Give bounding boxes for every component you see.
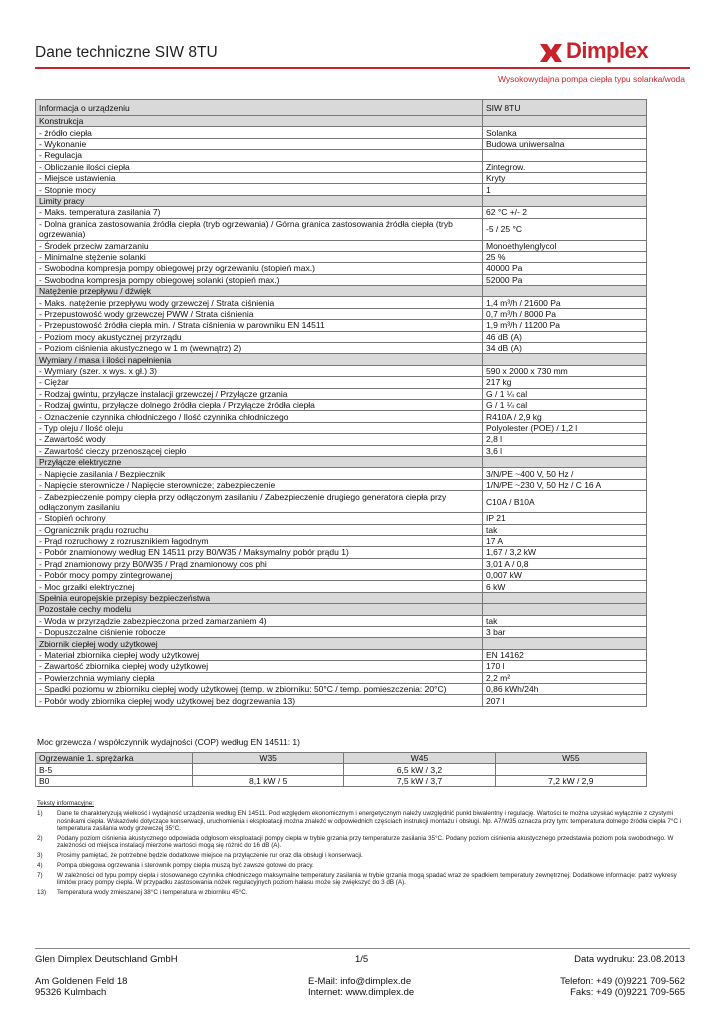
spec-row — [36, 547, 647, 558]
spec-value: 0,7 m³/h / 8000 Pa — [483, 308, 647, 319]
note-item — [37, 872, 687, 887]
spec-row — [36, 308, 647, 319]
notes — [37, 800, 687, 899]
spec-label: - Pobór mocy pompy zintegrowanej — [36, 570, 483, 581]
spec-row — [36, 218, 647, 240]
spec-row — [36, 558, 647, 569]
note-text: Temperatura wody zmieszanej 38°C i temperatura w zbiorniku 45°C. — [57, 888, 248, 896]
spec-value: 6 kW — [483, 581, 647, 592]
spec-row — [36, 468, 647, 479]
spec-value: 1,4 m³/h / 21600 Pa — [483, 297, 647, 308]
spec-value: Zintegrow. — [483, 161, 647, 172]
note-text: Prosimy pamiętać, że potrzebne będzie dodatkowe miejsce na przyłączenie rur oraz dla obsługi i konserwacji. — [57, 851, 363, 859]
footer-address-2: 95326 Kulmbach — [35, 987, 107, 998]
spec-row — [36, 422, 647, 433]
spec-label: - Minimalne stężenie solanki — [36, 251, 483, 262]
spec-label: - Materiał zbiornika ciepłej wody użytkowej — [36, 649, 483, 660]
spec-label: - Zawartość wody — [36, 434, 483, 445]
spec-row — [36, 365, 647, 376]
note-item — [37, 852, 687, 859]
spec-value: Monoethylenglycol — [483, 240, 647, 251]
cop-table — [35, 752, 647, 787]
note-item — [37, 889, 687, 896]
spec-value: 207 l — [483, 695, 647, 706]
spec-value: 34 dB (A) — [483, 343, 647, 354]
spec-section-row — [36, 354, 647, 365]
cop-row — [36, 764, 647, 775]
spec-row — [36, 411, 647, 422]
spec-label: - Rodzaj gwintu, przyłącze instalacji grzewczej / Przyłącze grzania — [36, 388, 483, 399]
spec-row — [36, 138, 647, 149]
section-label: Konstrukcja — [36, 116, 483, 127]
spec-row — [36, 150, 647, 161]
spec-value: EN 14162 — [483, 649, 647, 660]
spec-label: - Swobodna kompresja pompy obiegowej solanki (stopień max.) — [36, 274, 483, 285]
spec-label: - Zawartość cieczy przenoszącej ciepło — [36, 445, 483, 456]
spec-value: 3 bar — [483, 627, 647, 638]
section-label: Limity pracy — [36, 195, 483, 206]
spec-section-row — [36, 116, 647, 127]
spec-label: - Regulacja — [36, 150, 483, 161]
spec-label: - Ciężar — [36, 377, 483, 388]
section-value — [483, 354, 647, 365]
spec-value: 590 x 2000 x 730 mm — [483, 365, 647, 376]
note-number: 4) — [37, 861, 43, 869]
spec-table — [35, 99, 647, 707]
spec-value: tak — [483, 524, 647, 535]
spec-label: - Pobór znamionowy według EN 14511 przy B0/W35 / Maksymalny pobór prądu 1) — [36, 547, 483, 558]
spec-row — [36, 320, 647, 331]
spec-value: 0,007 kW — [483, 570, 647, 581]
spec-value: Budowa uniwersalna — [483, 138, 647, 149]
spec-row — [36, 570, 647, 581]
spec-row — [36, 672, 647, 683]
note-text: Podany poziom ciśnienia akustycznego odpowiada odgłosom eksploatacji pompy ciepła w trybie grzania przy temperaturze zasilania 35°C. Podany poziom ciśnienia akustycznego przedstawia poziom pola swobodnego. W zależności od miejsca instalacji mierzone wartości mogą się różnić do 16 dB (A). — [57, 834, 674, 850]
spec-value: tak — [483, 615, 647, 626]
spec-row — [36, 524, 647, 535]
spec-value: 0,86 kWh/24h — [483, 683, 647, 694]
note-item — [37, 835, 687, 850]
spec-label: - Pobór wody zbiornika ciepłej wody użytkowej bez dogrzewania 13) — [36, 695, 483, 706]
spec-value: Kryty — [483, 172, 647, 183]
spec-row — [36, 161, 647, 172]
footer-page-number: 1/5 — [355, 954, 369, 965]
spec-value: 2,2 m² — [483, 672, 647, 683]
footer-internet[interactable]: Internet: www.dimplex.de — [308, 987, 415, 998]
spec-value: 3/N/PE ~400 V, 50 Hz / — [483, 468, 647, 479]
spec-row — [36, 491, 647, 513]
spec-value: 17 A — [483, 535, 647, 546]
spec-label: - Typ oleju / Ilość oleju — [36, 422, 483, 433]
spec-label: - Maks. temperatura zasilania 7) — [36, 207, 483, 218]
spec-row — [36, 581, 647, 592]
section-label: Wymiary / masa i ilości napełnienia — [36, 354, 483, 365]
spec-table-header — [36, 100, 647, 116]
spec-row — [36, 297, 647, 308]
section-value — [483, 195, 647, 206]
spec-section-row — [36, 195, 647, 206]
dimplex-logo — [538, 38, 688, 68]
spec-label: - Przepustowość źródła ciepła min. / Strata ciśnienia w parowniku EN 14511 — [36, 320, 483, 331]
spec-value: 3,01 A / 0,8 — [483, 558, 647, 569]
spec-value — [483, 150, 647, 161]
spec-row — [36, 399, 647, 410]
spec-row — [36, 388, 647, 399]
cop-cell: 7,5 kW / 3,7 — [344, 775, 495, 786]
spec-value: 217 kg — [483, 377, 647, 388]
spec-row — [36, 661, 647, 672]
spec-row — [36, 535, 647, 546]
spec-section-row — [36, 592, 647, 603]
spec-label: - Napięcie sterownicze / Napięcie sterownicze; zabezpieczenie — [36, 479, 483, 490]
section-value — [483, 638, 647, 649]
note-number: 1) — [37, 810, 43, 818]
spec-label: - Przepustowość wody grzewczej PWW / Strata ciśnienia — [36, 308, 483, 319]
spec-row — [36, 513, 647, 524]
spec-value: 1,67 / 3,2 kW — [483, 547, 647, 558]
cop-header-cell: W35 — [193, 753, 344, 764]
cop-header-cell: W45 — [344, 753, 495, 764]
spec-section-row — [36, 638, 647, 649]
footer-print-date: Data wydruku: 23.08.2013 — [574, 954, 685, 965]
spec-label: - Woda w przyrządzie zabezpieczona przed zamarzaniem 4) — [36, 615, 483, 626]
spec-value: G / 1 ¼ cal — [483, 388, 647, 399]
section-label: Pozostałe cechy modelu — [36, 604, 483, 615]
section-value — [483, 604, 647, 615]
spec-label: - Dolna granica zastosowania źródła ciepła (tryb ogrzewania) / Górna granica zastosowania źródła ciepła (tryb ogrzewania) — [36, 218, 483, 240]
spec-row — [36, 627, 647, 638]
cop-title: Moc grzewcza / współczynnik wydajności (COP) według EN 14511: 1) — [37, 737, 300, 747]
spec-value: 46 dB (A) — [483, 331, 647, 342]
spec-row — [36, 695, 647, 706]
note-item — [37, 862, 687, 869]
section-label: Spełnia europejskie przepisy bezpieczeństwa — [36, 592, 483, 603]
spec-label: - Stopień ochrony — [36, 513, 483, 524]
spec-value: IP 21 — [483, 513, 647, 524]
page-subtitle: Wysokowydajna pompa ciepła typu solanka/woda — [497, 74, 685, 84]
spec-value: Polyolester (POE) / 1,2 l — [483, 422, 647, 433]
spec-value: -5 / 25 °C — [483, 218, 647, 240]
spec-row — [36, 377, 647, 388]
spec-row — [36, 127, 647, 138]
footer-company: Glen Dimplex Deutschland GmbH — [35, 954, 178, 965]
spec-row — [36, 445, 647, 456]
spec-row — [36, 184, 647, 195]
header-divider — [35, 67, 690, 69]
spec-label: - Moc grzałki elektrycznej — [36, 581, 483, 592]
spec-row — [36, 331, 647, 342]
cop-cell: 6,5 kW / 3,2 — [344, 764, 495, 775]
cop-header-row — [36, 753, 647, 764]
note-number: 13) — [37, 888, 47, 896]
note-number: 7) — [37, 871, 43, 879]
spec-row — [36, 343, 647, 354]
spec-label: - Poziom mocy akustycznej przyrządu — [36, 331, 483, 342]
spec-section-row — [36, 604, 647, 615]
cop-header-cell: Ogrzewanie 1. sprężarka — [36, 753, 193, 764]
spec-row — [36, 263, 647, 274]
spec-label: - Stopnie mocy — [36, 184, 483, 195]
spec-header-model: SIW 8TU — [483, 100, 647, 116]
footer-address-1: Am Goldenen Feld 18 — [35, 976, 128, 987]
spec-label: - Poziom ciśnienia akustycznego w 1 m (wewnątrz) 2) — [36, 343, 483, 354]
brand-name: Dimplex — [566, 38, 649, 63]
spec-value: 1 — [483, 184, 647, 195]
spec-value: 62 °C +/- 2 — [483, 207, 647, 218]
spec-label: - Dopuszczalne ciśnienie robocze — [36, 627, 483, 638]
spec-row — [36, 240, 647, 251]
spec-label: - Powierzchnia wymiany ciepła — [36, 672, 483, 683]
spec-row — [36, 615, 647, 626]
note-number: 2) — [37, 834, 43, 842]
spec-value: 52000 Pa — [483, 274, 647, 285]
spec-label: - Ogranicznik prądu rozruchu — [36, 524, 483, 535]
section-label: Przyłącze elektryczne — [36, 456, 483, 467]
cop-cell — [495, 764, 646, 775]
spec-row — [36, 172, 647, 183]
spec-label: - źródło ciepła — [36, 127, 483, 138]
note-text: Pompa obiegowa ogrzewania i sterownik pompy ciepła muszą być zawsze gotowe do pracy. — [57, 861, 314, 869]
footer-fax: Faks: +49 (0)9221 709-565 — [570, 987, 685, 998]
footer-phone: Telefon: +49 (0)9221 709-562 — [560, 976, 685, 987]
spec-value: 40000 Pa — [483, 263, 647, 274]
spec-label: - Swobodna kompresja pompy obiegowej przy ogrzewaniu (stopień max.) — [36, 263, 483, 274]
spec-value: Solanka — [483, 127, 647, 138]
section-value — [483, 592, 647, 603]
spec-row — [36, 251, 647, 262]
spec-label: - Zawartość zbiornika ciepłej wody użytkowej — [36, 661, 483, 672]
dimplex-logo-icon — [538, 40, 564, 66]
cop-cell: 7,2 kW / 2,9 — [495, 775, 646, 786]
section-value — [483, 456, 647, 467]
page-title: Dane techniczne SIW 8TU — [35, 44, 218, 61]
spec-section-row — [36, 286, 647, 297]
spec-value: 3,6 l — [483, 445, 647, 456]
spec-value: 25 % — [483, 251, 647, 262]
spec-label: - Maks. natężenie przepływu wody grzewczej / Strata ciśnienia — [36, 297, 483, 308]
spec-value: 2,8 l — [483, 434, 647, 445]
spec-row — [36, 274, 647, 285]
spec-value: 1/N/PE ~230 V, 50 Hz / C 16 A — [483, 479, 647, 490]
spec-label: - Prąd znamionowy przy B0/W35 / Prąd znamionowy cos phi — [36, 558, 483, 569]
spec-value: C10A / B10A — [483, 491, 647, 513]
spec-section-row — [36, 456, 647, 467]
spec-row — [36, 207, 647, 218]
section-value — [483, 286, 647, 297]
spec-label: - Rodzaj gwintu, przyłącze dolnego źródła ciepła / Przyłącze źródła ciepła — [36, 399, 483, 410]
section-label: Zbiornik ciepłej wody użytkowej — [36, 638, 483, 649]
note-text: W zależności od typu pompy ciepła i stosowanego czynnika chłodniczego maksymalne temperatury zasilania w trybie grzania mogą spadać wraz ze spadkiem temperatury zewnętrznej. Dodatkowe informacje: patrz wykresy limitów pracy pompy ciepła. W przypadku zastosowania nóżek regulacyjnych poziom hałasu może się zwiększyć do 3 dB (A). — [57, 871, 677, 887]
spec-label: - Wykonanie — [36, 138, 483, 149]
cop-cell: 8,1 kW / 5 — [193, 775, 344, 786]
spec-label: - Napięcie zasilania / Bezpiecznik — [36, 468, 483, 479]
note-number: 3) — [37, 851, 43, 859]
spec-value: 1,9 m³/h / 11200 Pa — [483, 320, 647, 331]
spec-header-label: Informacja o urządzeniu — [36, 100, 483, 116]
spec-label: - Wymiary (szer. x wys. x gł.) 3) — [36, 365, 483, 376]
spec-row — [36, 479, 647, 490]
footer-email[interactable]: E-Mail: info@dimplex.de — [308, 976, 412, 987]
note-text: Dane te charakteryzują wielkość i wydajność urządzenia według EN 14511. Pod względem ekonomicznym i energetycznym należy uwzględnić punkt biwalentny i regulację. Wartości te można uzyskać wyłącznie z czystymi nośnikami ciepła. Wskazówki dotyczące konserwacji, uruchomienia i eksploatacji można znaleźć w odpowiednich częściach instrukcji montażu i obsługi. Np. A7/W35 oznacza przy tym: temperatura dolnego źródła ciepła 7°C i temperatura zasilania wody grzewczej 35°C. — [57, 810, 682, 832]
cop-row — [36, 775, 647, 786]
spec-value: G / 1 ¼ cal — [483, 399, 647, 410]
notes-title: Teksty informacyjne: — [37, 800, 95, 807]
spec-label: - Zabezpieczenie pompy ciepła przy odłączonym zasilaniu / Zabezpieczenie drugiego generatora ciepła przy odłączonym zasilaniu — [36, 491, 483, 513]
spec-value: R410A / 2,9 kg — [483, 411, 647, 422]
spec-row — [36, 683, 647, 694]
spec-label: - Oznaczenie czynnika chłodniczego / Ilość czynnika chłodniczego — [36, 411, 483, 422]
cop-header-cell: W55 — [495, 753, 646, 764]
spec-row — [36, 434, 647, 445]
spec-value: 170 l — [483, 661, 647, 672]
spec-label: - Miejsce ustawienia — [36, 172, 483, 183]
cop-row-label: B0 — [36, 775, 193, 786]
spec-row — [36, 649, 647, 660]
note-item — [37, 810, 687, 832]
cop-row-label: B-5 — [36, 764, 193, 775]
spec-label: - Środek przeciw zamarzaniu — [36, 240, 483, 251]
section-value — [483, 116, 647, 127]
spec-label: - Spadki poziomu w zbiorniku ciepłej wody użytkowej (temp. w zbiorniku: 50°C / temp. pomieszczenia: 20°C) — [36, 683, 483, 694]
cop-cell — [193, 764, 344, 775]
footer-divider — [35, 948, 690, 949]
spec-label: - Obliczanie ilości ciepła — [36, 161, 483, 172]
section-label: Natężenie przepływu / dźwięk — [36, 286, 483, 297]
spec-label: - Prąd rozruchowy z rozrusznikiem łagodnym — [36, 535, 483, 546]
